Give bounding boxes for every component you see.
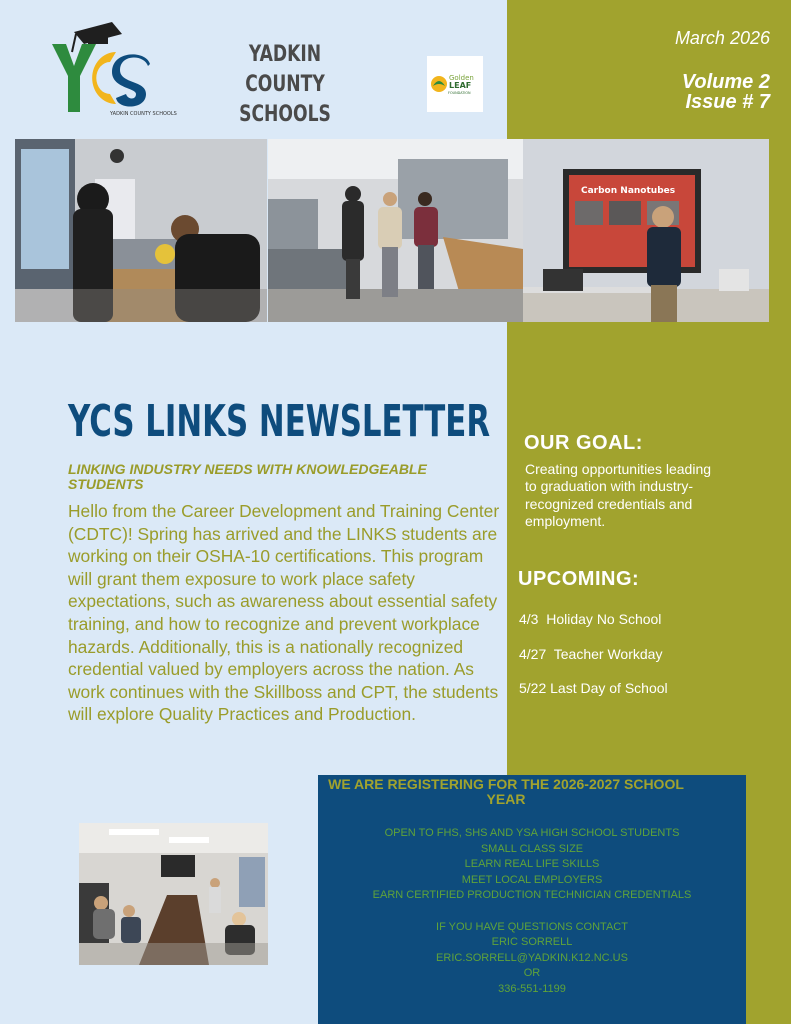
ycs-logo xyxy=(50,22,177,118)
registration-details xyxy=(318,826,746,998)
photo-carbon-nanotubes-presentation xyxy=(523,139,769,322)
issue-date: March 2026 xyxy=(674,28,770,48)
golden-leaf-logo xyxy=(427,56,483,112)
upcoming-heading: UPCOMING: xyxy=(518,568,640,590)
photo-students-training-station xyxy=(15,139,267,322)
intro-paragraph: Hello from the Career Development and Training Center (CDTC)! Spring has arrived and the LINKS students are working on their OSHA-10 certifications. This program will grant them exposure to work place safety expectations, such as awareness about essential safety training, and how to recognize and prevent workplace hazards. Additionally, this is a nationally recognized credential valued by employers across the nation. As work continues with the Skillboss and CPT, the students will explore Quality Practices and Production. xyxy=(68,501,500,725)
contact-email[interactable]: ERIC.SORRELL@YADKIN.K12.NC.US xyxy=(436,951,628,964)
registration-line: OPEN TO FHS, SHS AND YSA HIGH SCHOOL STUDENTS xyxy=(384,827,680,839)
svg-text:Golden: Golden xyxy=(449,74,474,82)
issue-volume xyxy=(600,72,770,112)
goal-heading: OUR GOAL: xyxy=(524,432,643,454)
event-item: 5/22 Last Day of School xyxy=(519,680,668,696)
newsletter-title: YCS LINKS NEWSLETTER xyxy=(68,396,491,447)
registration-line: MEET LOCAL EMPLOYERS xyxy=(461,873,603,886)
registration-line: ERIC SORRELL xyxy=(491,936,573,949)
contact-phone[interactable]: 336-551-1199 xyxy=(498,982,566,995)
issue-label: Issue # 7 xyxy=(685,91,770,113)
photo-shop-floor-tour xyxy=(268,139,523,322)
svg-text:FOUNDATION: FOUNDATION xyxy=(448,91,471,95)
registration-line: SMALL CLASS SIZE xyxy=(480,842,584,855)
volume-label: Volume 2 xyxy=(681,71,770,93)
event-item: 4/27 Teacher Workday xyxy=(519,646,663,662)
photo-conference-room xyxy=(79,823,268,965)
svg-text:YADKIN COUNTY SCHOOLS: YADKIN COUNTY SCHOOLS xyxy=(110,111,177,117)
registration-box xyxy=(318,775,746,1024)
registration-line xyxy=(318,904,746,920)
goal-text: Creating opportunities leading to graduation with industry-recognized credentials and employment. xyxy=(525,461,712,530)
registration-heading: WE ARE REGISTERING FOR THE 2026-2027 SCHOOL YEAR xyxy=(328,776,684,807)
svg-text:LEAF: LEAF xyxy=(449,81,472,90)
registration-line: IF YOU HAVE QUESTIONS CONTACT xyxy=(436,920,628,933)
district-name: YADKIN COUNTY SCHOOLS xyxy=(239,42,331,127)
registration-line: LEARN REAL LIFE SKILLS xyxy=(464,858,600,871)
screen-title: Carbon Nanotubes xyxy=(581,186,676,196)
registration-line: OR xyxy=(523,967,541,980)
tagline: LINKING INDUSTRY NEEDS WITH KNOWLEDGEABLE STUDENTS xyxy=(68,461,427,492)
registration-line: EARN CERTIFIED PRODUCTION TECHNICIAN CREDENTIALS xyxy=(372,889,692,902)
event-item: 4/3 Holiday No School xyxy=(519,611,662,627)
